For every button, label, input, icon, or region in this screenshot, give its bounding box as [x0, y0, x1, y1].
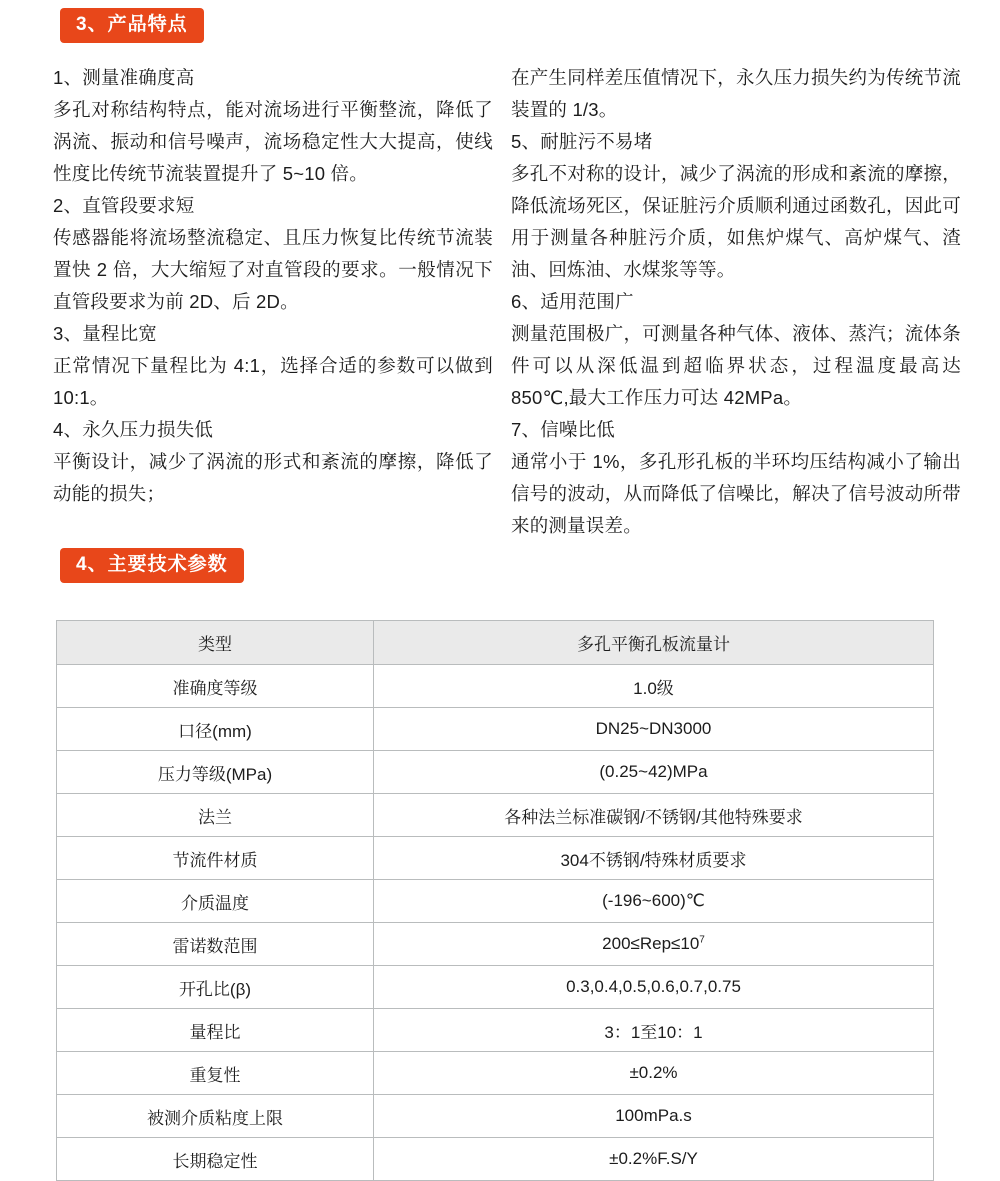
table-row	[57, 1095, 934, 1138]
table-cell-value: $200\le Rep\le 10^7$	[374, 923, 934, 966]
feature-paragraph: 正常情况下量程比为 4:1，选择合适的参数可以做到 10:1。	[53, 355, 493, 408]
table-header-row	[57, 621, 934, 665]
feature-paragraph: 2、直管段要求短	[53, 195, 195, 216]
table-cell-value: (0.25~42)MPa	[374, 751, 934, 794]
table-cell-value: ±0.2%F.S/Y	[374, 1138, 934, 1181]
table-cell-key: 重复性	[57, 1052, 374, 1095]
table-cell-value: DN25~DN3000	[374, 708, 934, 751]
table-cell-key: 口径(mm)	[57, 708, 374, 751]
technical-parameters-table	[56, 620, 934, 1181]
table-body	[57, 665, 934, 1181]
table-row	[57, 966, 934, 1009]
table-row	[57, 1052, 934, 1095]
table-row	[57, 1138, 934, 1181]
table-cell-value-exponent: 7	[699, 934, 705, 946]
table-cell-value: ±0.2%	[374, 1052, 934, 1095]
table-row	[57, 923, 934, 966]
table-row	[57, 837, 934, 880]
table-cell-value: 0.3,0.4,0.5,0.6,0.7,0.75	[374, 966, 934, 1009]
table-cell-key: 法兰	[57, 794, 374, 837]
table-cell-key: 雷诺数范围	[57, 923, 374, 966]
table-row	[57, 794, 934, 837]
feature-paragraph: 多孔对称结构特点，能对流场进行平衡整流，降低了涡流、振动和信号噪声，流场稳定性大大提高，使线性度比传统节流装置提升了 5~10 倍。	[53, 99, 493, 184]
table-cell-value: 304不锈钢/特殊材质要求	[374, 837, 934, 880]
table-cell-value: 100mPa.s	[374, 1095, 934, 1138]
feature-paragraph: 多孔不对称的设计，减少了涡流的形成和紊流的摩擦，降低流场死区，保证脏污介质顺利通过函数孔，因此可用于测量各种脏污介质，如焦炉煤气、高炉煤气、渣油、回炼油、水煤浆等等。	[511, 163, 961, 280]
table-row	[57, 708, 934, 751]
feature-paragraph: 测量范围极广，可测量各种气体、液体、蒸汽；流体条件可以从深低温到超临界状态，过程温度最高达 850℃,最大工作压力可达 42MPa。	[511, 323, 961, 408]
table-cell-key: 压力等级(MPa)	[57, 751, 374, 794]
features-right-column	[511, 62, 961, 542]
table-row	[57, 1009, 934, 1052]
table-cell-value: 1.0级	[374, 665, 934, 708]
table-cell-value: 各种法兰标准碳钢/不锈钢/其他特殊要求	[374, 794, 934, 837]
feature-paragraph: 4、永久压力损失低	[53, 419, 214, 440]
feature-paragraph: 1、测量准确度高	[53, 67, 195, 88]
features-badge-label: 3、产品特点	[60, 8, 204, 43]
table-cell-value: 3：1至10：1	[374, 1009, 934, 1052]
table-cell-key: 量程比	[57, 1009, 374, 1052]
feature-paragraph: 5、耐脏污不易堵	[511, 131, 653, 152]
table-row	[57, 880, 934, 923]
table-cell-value: (-196~600)℃	[374, 880, 934, 923]
table-cell-key: 长期稳定性	[57, 1138, 374, 1181]
table-cell-key: 被测介质粘度上限	[57, 1095, 374, 1138]
feature-paragraph: 传感器能将流场整流稳定、且压力恢复比传统节流装置快 2 倍，大大缩短了对直管段的要求。一般情况下直管段要求为前 2D、后 2D。	[53, 227, 493, 312]
table-cell-key: 节流件材质	[57, 837, 374, 880]
feature-paragraph: 6、适用范围广	[511, 291, 634, 312]
feature-paragraph: 3、量程比宽	[53, 323, 157, 344]
table-row	[57, 665, 934, 708]
table-header-product: 多孔平衡孔板流量计	[374, 621, 934, 665]
product-features-body	[0, 62, 1000, 542]
table-row	[57, 751, 934, 794]
feature-paragraph: 平衡设计，减少了涡流的形式和紊流的摩擦，降低了动能的损失；	[53, 451, 493, 504]
table-cell-key: 准确度等级	[57, 665, 374, 708]
feature-paragraph: 在产生同样差压值情况下，永久压力损失约为传统节流装置的 1/3。	[511, 67, 961, 120]
parameters-section-heading	[60, 548, 244, 583]
feature-paragraph: 7、信噪比低	[511, 419, 615, 440]
features-section-heading	[60, 8, 204, 43]
table-cell-key: 开孔比(β)	[57, 966, 374, 1009]
feature-paragraph: 通常小于 1%，多孔形孔板的半环均压结构减小了输出信号的波动，从而降低了信噪比，解决了信号波动所带来的测量误差。	[511, 451, 961, 536]
table-header-type: 类型	[57, 621, 374, 665]
parameters-badge-label: 4、主要技术参数	[60, 548, 244, 583]
table-cell-key: 介质温度	[57, 880, 374, 923]
features-left-column	[53, 62, 493, 542]
